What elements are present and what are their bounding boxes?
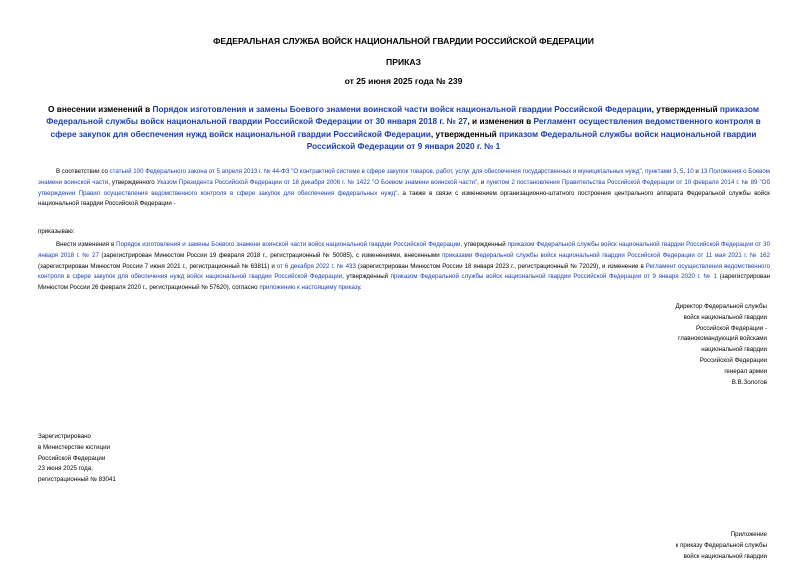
title-link-order-1[interactable]: приказом Федеральной службы войск национальной гвардии Российской Федерации от 9 января 2020 г. № 1: [306, 128, 757, 152]
registration-line: Российской Федерации: [38, 454, 106, 462]
body-link-poryadok[interactable]: Порядок изготовления и замены Боевого знамени воинской части войск национальной гвардии Российской Федерации: [116, 241, 461, 248]
registration-line: 23 июня 2025 года,: [38, 465, 93, 473]
signature-line: войск национальной гвардии: [683, 313, 767, 321]
signature-line: Российской Федерации: [699, 356, 767, 364]
title-link-reglament[interactable]: Регламент осуществления ведомственного контроля в сфере закупок для обеспечения нужд войск национальной гвардии Российской Федерации: [50, 116, 761, 139]
agency-name: ФЕДЕРАЛЬНАЯ СЛУЖБА ВОЙСК НАЦИОНАЛЬНОЙ ГВАРДИИ РОССИЙСКОЙ ФЕДЕРАЦИИ: [213, 36, 594, 46]
link-point-3[interactable]: пунктами 3: [645, 168, 677, 175]
document-title: О внесении изменений в Порядок изготовления и замены Боевого знамени воинской части войск национальной гвардии Российской Федерации, утвержденный приказом Федеральной службы войск национальной гвардии Российской Федерации от 30 января 2018 г. № 27, и изменения в Регламент осуществления ведомственного контроля в сфере закупок для обеспечения нужд войск национальной гвардии Российской Федерации, утвержденный приказом Федеральной службы войск национальной гвардии Российской Федерации от 9 января 2020 г. № 1: [46, 104, 761, 152]
registration-line: Зарегистрировано: [38, 433, 91, 440]
appendix-line: войск национальной гвардии: [683, 552, 767, 560]
signature-line: национальной гвардии: [701, 346, 767, 354]
preamble-paragraph: В соответствии со статьей 100 Федерального закона от 5 апреля 2013 г. № 44-ФЗ "О контрактной системе в сфере закупок товаров, работ, услуг для обеспечения государственных и муниципальных нужд", пунктами 3, 5, 10 и 13 Положения о Боевом знамени воинской части, утвержденного Указом Президента Российской Федерации от 18 декабря 2006 г. № 1422 "О Боевом знамени воинской части", и пунктом 2 постановления Правительства Российской Федерации от 10 февраля 2014 г. № 89 "Об утверждении Правил осуществления ведомственного контроля в сфере закупок для обеспечения федеральных нужд", а также в связи с изменением организационно-штатного построения центрального аппарата Федеральной службы войск национальной гвардии Российской Федерации -: [38, 168, 770, 208]
title-link-poryadok[interactable]: Порядок изготовления и замены Боевого знамени воинской части войск национальной гвардии Российской Федерации: [152, 104, 652, 114]
body-link-appendix[interactable]: приложению к настоящему приказу: [259, 284, 360, 292]
signature-line: Российской Федерации -: [695, 324, 767, 332]
body-link-order-1[interactable]: приказом Федеральной службы войск национальной гвардии Российской Федерации от 9 января 2020 г. № 1: [390, 273, 718, 281]
title-link-order-27[interactable]: приказом Федеральной службы войск национальной гвардии Российской Федерации от 30 января 2018 г. № 27: [46, 104, 759, 127]
document-type: ПРИКАЗ: [386, 57, 421, 67]
appendix-line: к приказу Федеральной службы: [675, 541, 767, 549]
appendix-line: Приложение: [730, 531, 767, 538]
body-paragraph: Внести изменения в Порядок изготовления и замены Боевого знамени воинской части войск национальной гвардии Российской Федерации, утвержденный приказом Федеральной службы войск национальной гвардии Российской Федерации от 30 января 2018 г. № 27 (зарегистрирован Минюстом России 19 февраля 2018 г., регистрационный № 50085), с изменениями, внесенными приказами Федеральной службы войск национальной гвардии Российской Федерации от 11 мая 2021 г. № 162 (зарегистрирован Минюстом России 7 июня 2021 г., регистрационный № 63811) и от 6 декабря 2022 г. № 433 (зарегистрирован Минюстом России 18 января 2023 г., регистрационный № 72029), и изменение в Регламент осуществления ведомственного контроля в сфере закупок для обеспечения нужд войск национальной гвардии Российской Федерации, утвержденный приказом Федеральной службы войск национальной гвардии Российской Федерации от 9 января 2020 г. № 1 (зарегистрирован Минюстом России 26 февраля 2020 г., регистрационный № 57620), согласно приложению к настоящему приказу.: [38, 241, 771, 292]
appendix-header: [600, 530, 767, 562]
order-word: приказываю:: [38, 228, 75, 235]
registration-line: регистрационный № 83041: [38, 476, 116, 484]
signature-block: [600, 302, 767, 388]
link-decree-1422[interactable]: Указом Президента Российской Федерации от 18 декабря 2006 г. № 1422 "О Боевом знамени воинской части": [156, 178, 478, 186]
signature-line: Директор Федеральной службы: [675, 303, 767, 310]
body-link-order-27[interactable]: приказом Федеральной службы войск национальной гвардии Российской Федерации от 30 января 2018 г. № 27: [38, 241, 770, 259]
date-number: от 25 июня 2025 года № 239: [344, 76, 463, 86]
link-point-10[interactable]: 10: [686, 168, 694, 175]
link-law-44fz[interactable]: статьей 100 Федерального закона от 5 апреля 2013 г. № 44-ФЗ "О контрактной системе в сфере закупок товаров, работ, услуг для обеспечения государственных и муниципальных нужд": [109, 168, 642, 175]
signature-line: генерал армии: [724, 367, 767, 375]
link-resolution-89[interactable]: пунктом 2 постановления Правительства Российской Федерации от 10 февраля 2014 г. № 89 "Об утверждении Правил осуществления ведомственного контроля в сфере закупок для обеспечения федеральных нужд": [38, 178, 770, 197]
body-link-reglament[interactable]: Регламент осуществления ведомственного контроля в сфере закупок для обеспечения нужд войск национальной гвардии Российской Федерации: [38, 262, 770, 281]
link-point-13[interactable]: 13 Положения о Боевом знамени воинской части: [38, 168, 770, 186]
registration-line: в Министерстве юстиции: [38, 443, 111, 451]
registration-block: [38, 432, 238, 486]
link-point-5[interactable]: 5: [680, 168, 684, 175]
body-link-order-162[interactable]: приказами Федеральной службы войск национальной гвардии Российской Федерации от 11 мая 2021 г. № 162: [442, 251, 771, 259]
signature-line: главнокомандующий войсками: [678, 335, 767, 343]
body-link-order-433[interactable]: от 6 декабря 2022 г. № 433: [276, 262, 356, 270]
signature-line: В.В.Золотов: [731, 378, 767, 386]
